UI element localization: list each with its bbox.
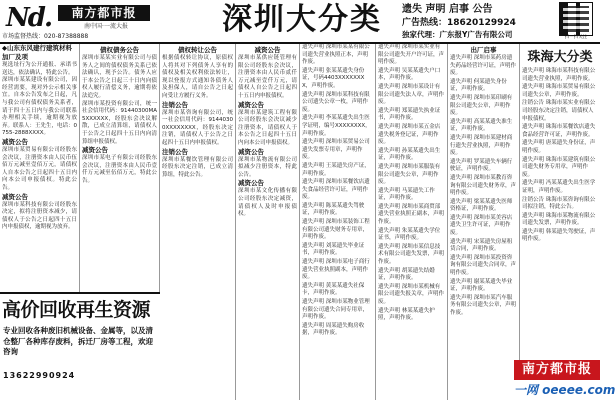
notice-item: 遗失声明 马某遗失工作证，声明作废。 <box>378 187 435 202</box>
notice-item: 遗失声明 王某遗失房产证，声明作废。 <box>302 162 370 177</box>
column-5 <box>300 44 376 400</box>
notice-item: 遗失声明 孙某某遗失出生证，声明作废。 <box>378 147 441 162</box>
notice-item: 遗失声明 深圳市某五金店遗失税务登记证，声明作废。 <box>378 123 441 146</box>
nd-logo: Nd. <box>6 3 51 33</box>
notice-item: 遗失声明 黄某某遗失社保卡，声明作废。 <box>302 282 365 297</box>
notice-item: 遗失声明 刘某遗失毕业证书，声明作废。 <box>302 242 365 257</box>
ad-text: 深圳市某餐饮管理有限公司经股东决定注销，已成立清算组，特此公告。 <box>162 156 233 178</box>
column-3 <box>160 44 236 400</box>
notice-item: 遗失声明 罗某遗失车辆行驶证，声明作废。 <box>450 158 513 173</box>
qr-caption: 扫一扫关注 <box>564 35 588 40</box>
notice-item: 遗失声明 深圳市某商贸部遗失营业执照正副本，声明作废。 <box>378 203 445 226</box>
notice-item: 遗失声明 高某某遗失准生证，声明作废。 <box>450 118 513 133</box>
column-4 <box>236 44 300 400</box>
notice-item: 遗失声明 珠海市某餐饮店遗失食品经营许可证，声明作废。 <box>522 124 596 138</box>
notice-item: 遗失声明 深圳市某物业管理有限公司遗失合同专用章，声明作废。 <box>302 299 370 321</box>
notice-item: 注销公告 珠海市某实业有限公司经股东决定注销，请债权人申报债权。 <box>522 100 596 122</box>
notice-item: 遗失声明 何某遗失身份证，声明作废。 <box>450 78 507 93</box>
notice-item: 遗失声明 深圳市某设计有限公司遗失法人章，声明作废。 <box>378 83 445 106</box>
watermark-site: 一网 oeeee.com <box>514 383 615 397</box>
notice-item: 遗失声明 郑某遗失执业证书，声明作废。 <box>378 107 441 122</box>
column-2 <box>80 44 160 292</box>
paper-slogan: 南中国·一流大报 <box>84 23 128 30</box>
recycle-ad-title: 高价回收再生资源 <box>2 299 151 321</box>
recycle-ad-phone: 13622990924 <box>3 371 76 380</box>
ad-text: 深圳市某投资有限公司，统一社会信用代码：91440300MA5XXXXXX，经股东会决议解散，已成立清算组，请债权人于公告之日起四十五日内向清算组申报债权。 <box>82 100 158 145</box>
ad-agent: 独家代理：广东报Y广告有限公司 <box>402 30 513 39</box>
ad-heading: 减资公告 <box>82 146 108 155</box>
column-7 <box>448 44 520 400</box>
marketing-hotline: 市场监督热线：020-87388888 <box>2 33 89 40</box>
notice-item: 遗失声明 宋某遗失房屋租赁合同，声明作废。 <box>450 238 513 253</box>
masthead <box>0 0 600 44</box>
column-heading: 减资公告 <box>254 46 281 54</box>
ad-text: 根据债权转让协议，原债权人将其对下列债务人享有的债权及相关权利依法转让，现以登报方式通知各债务人及担保人，请自公告之日起向受让方履行义务。 <box>162 55 233 99</box>
watermark-logo: 南方都市报 <box>514 360 600 380</box>
ad-hotline: 广告热线：18620129924 <box>402 18 516 28</box>
notice-item: 遗失声明 谢某某遗失毕业证，声明作废。 <box>450 278 513 293</box>
column-heading: 债权转让公告 <box>178 46 217 54</box>
ad-text: 深圳市某建筑工程有限公司经股东会决议减少注册资本，请债权人于本公告之日起四十五日内向本公司申报债权。 <box>238 109 297 146</box>
notice-item: 遗失声明 周某遗失购房收据，声明作废。 <box>302 322 365 337</box>
ad-heading: 减资公告 <box>2 192 28 201</box>
ad-heading: 注销公告 <box>162 147 188 156</box>
notice-item: 注销公告 珠海市某咨询有限公司拟注销，特此公告。 <box>522 196 596 211</box>
ad-heading: 注销公告 <box>162 100 188 109</box>
column-1 <box>0 44 80 292</box>
ad-heading: 减资公告 <box>238 147 264 156</box>
ad-heading: 减资公告 <box>238 100 264 109</box>
ad-text: 深圳市某某实业有限公司与债务人之间的债权债务关系已依法确认，现予公告。债务人应于本公告之日起三十日内向债权人履行清偿义务，逾期将依法追究。 <box>82 55 157 99</box>
notice-item: 遗失声明 梁某某遗失医师资格证，声明作废。 <box>450 198 513 213</box>
ad-text: 深圳市某文化传播有限公司经股东决定减资，请债权人及时申报债权。 <box>238 188 297 218</box>
notice-item: 遗失声明 朱某某遗失学位证书，声明作废。 <box>378 227 441 242</box>
notice-item: 遗失声明 陈某某遗失驾驶证，声明作废。 <box>302 202 365 217</box>
notice-item: 遗失声明 深圳市某科技有限公司遗失公章一枚，声明作废。 <box>302 91 370 113</box>
ad-text: 深圳市某咨询有限公司，统一社会信用代码：91440300XXXXXXXX，经股东决定注销，请债权人于公告之日起四十五日内申报债权。 <box>162 109 233 146</box>
notice-item: 遗失声明 珠海市某科技有限公司遗失营业执照，声明作废。 <box>522 68 596 82</box>
ad-text: 深圳市某贸易有限公司经股东会决议，注册资本由人民币伍佰万元减至壹佰万元，请债权人自本公告之日起四十五日内向本公司申报债权。特此公告。 <box>2 146 77 191</box>
recycle-ad-body: 专业回收各种废旧机械设备、金属等，以及清仓整厂各种库存废料，拆迁厂房等工程，欢迎咨询 <box>3 326 153 356</box>
notice-item: 遗失声明 深圳市某印刷有限公司遗失公章，声明作废。 <box>450 94 513 117</box>
notice-item: 遗失声明 深圳市某机械有限公司遗失报关章，声明作废。 <box>378 283 445 305</box>
notice-item: 遗失声明 深圳市某信息技术有限公司遗失发票，声明作废。 <box>378 243 445 266</box>
recycle-ad <box>0 292 160 402</box>
watermark <box>514 360 615 400</box>
notice-item: 遗失声明 胡某遗失结婚证，声明作废。 <box>378 267 435 282</box>
ad-text: 深圳市某电子有限公司经股东会决议，注册资本由人民币壹仟万元减至伍佰万元，特此公告。 <box>82 155 157 184</box>
ad-text: 深圳市某供应链管理有限公司经股东会决议，注册资本由人民币贰仟万元减至壹仟万元，请债权人自公告之日起四十五日内申报债权。 <box>238 55 297 99</box>
notice-item: 遗失声明 深圳市某教育咨询有限公司遗失财务章，声明作废。 <box>450 174 517 197</box>
notice-item: 遗失声明 深圳市某餐饮店遗失食品经营许可证，声明作废。 <box>302 179 370 201</box>
notice-item: 遗失声明 深圳市某投资咨询有限公司遗失合同章，声明作废。 <box>450 254 517 277</box>
notice-item: 遗失声明 李某某遗失出生医学证明，编号XXXXXXXX，声明作废。 <box>302 115 371 137</box>
column-heading: 债权债务公告 <box>100 46 139 54</box>
notice-item: 遗失声明 深圳市某美容店遗失卫生许可证，声明作废。 <box>450 214 513 237</box>
notice-item: 遗失声明 深圳市某建材商行遗失营业执照，声明作废。 <box>450 134 513 157</box>
notice-item: 遗失声明 冯某某遗失出生医学证明，声明作废。 <box>522 180 596 194</box>
notice-item: 遗失声明 林某某遗失护照，声明作废。 <box>378 307 435 322</box>
qr-code-icon <box>559 2 593 36</box>
notice-item: 遗失声明 珠海市某建筑有限公司遗失财务专用章，声明作废。 <box>522 156 596 178</box>
page-title: 深圳大分类 <box>222 2 382 37</box>
notice-item: 遗失声明 唐某遗失身份证，声明作废。 <box>522 140 596 154</box>
notice-item: 遗失声明 珠海市某贸易有限公司遗失公章，声明作废。 <box>522 84 596 98</box>
ad-text: 深圳市某物流有限公司拟减少注册资本，特此公告。 <box>238 156 297 178</box>
column-heading: 出厂启事 <box>470 46 497 54</box>
qr-pattern <box>563 6 589 32</box>
ad-heading: ◆山东东风建行建筑材料加厂及项 <box>2 44 72 61</box>
notice-item: 遗失声明 深圳市某汽车服务有限公司遗失公章，声明作废。 <box>450 294 517 316</box>
zhuhai-section-title: 珠海大分类 <box>527 50 593 65</box>
notice-item: 遗失声明 韩某遗失驾驶证，声明作废。 <box>522 228 596 243</box>
ad-heading: 减资公告 <box>238 179 264 188</box>
notice-item: 遗失声明 吴某某遗失户口本，声明作废。 <box>378 67 441 82</box>
ad-text: 深圳市某科技有限公司经股东决定，拟将注册资本减少，请债权人于公告之日起四十五日内申报债权，逾期视为放弃。 <box>2 201 77 231</box>
notice-item: 遗失声明 深圳市某贸易公司遗失发票专用章，声明作废。 <box>302 139 370 161</box>
notice-item: 遗失声明 珠海市某物流有限公司遗失发票，声明作废。 <box>522 212 596 227</box>
notice-item: 遗失声明 深圳市某电子商行遗失营业执照副本，声明作废。 <box>302 259 370 281</box>
notice-item: 遗失声明 深圳市某药房遗失药品经营许可证，声明作废。 <box>450 55 517 77</box>
notice-item: 遗失声明 深圳市某实业有限公司遗失开户许可证，声明作废。 <box>378 44 445 66</box>
notice-item: 遗失声明 张某某遗失身份证，号码4403XXXXXXXX，声明作废。 <box>302 67 365 89</box>
ad-text: 深圳市某某建设有限公司，因经营需要，现对外公示相关事宜。自本公告发布之日起，凡与我公司有债权债务关系者，请于四十五日内与我公司联系办理相关手续，逾期视为放弃。联系人：王先生，电话：0755-2888XXXX。 <box>2 77 78 137</box>
ad-text: 现选址行为公开通报、承诺书送达，依法确认，特此公告。 <box>2 62 77 76</box>
column-8 <box>520 44 600 360</box>
paper-name: 南方都市报 <box>58 5 150 21</box>
notice-item: 遗失声明 深圳市某装饰工程有限公司遗失财务专用章，声明作废。 <box>302 219 370 241</box>
ad-heading: 减资公告 <box>2 137 28 146</box>
notice-item: 遗失声明 深圳市某某有限公司遗失营业执照正本，声明作废。 <box>302 44 370 66</box>
notice-categories: 遗失 声明 启事 公告 <box>402 4 493 15</box>
notice-item: 遗失声明 深圳市某服装有限公司遗失公章，声明作废。 <box>378 163 441 186</box>
column-6 <box>376 44 448 400</box>
